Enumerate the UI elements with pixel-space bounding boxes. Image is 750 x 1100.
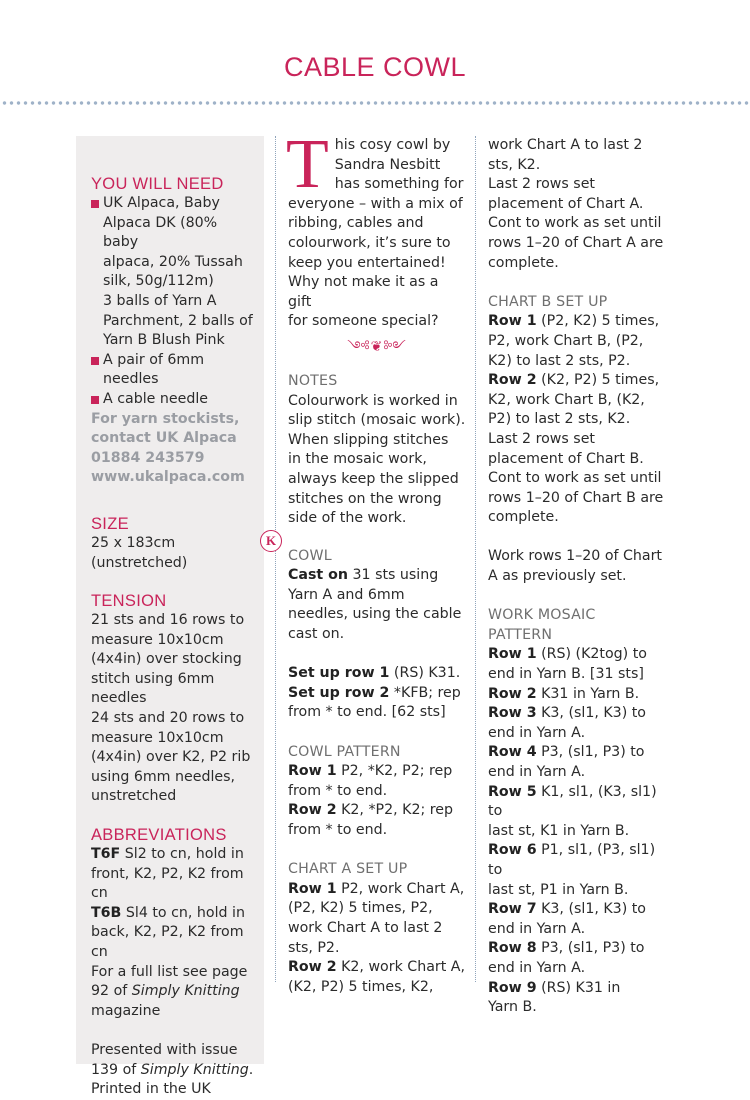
line: P2, work Chart B, (P2, [488,332,644,349]
line: end in Yarn B. [31 sts] [488,666,644,683]
line: silk, 50g/112m) [103,273,214,290]
work-mosaic-heading: WORK MOSAIC [488,607,596,624]
line: cast on. [288,626,345,643]
step-text: 31 sts using [348,567,439,584]
line: Parchment, 2 balls of [103,312,253,329]
line: has something for [334,176,464,193]
abbrev-text: Sl2 to cn, hold in [120,846,244,863]
chart-b-row-2 [488,371,666,391]
step-text: K1, sl1, (K3, sl1) to [488,783,657,820]
line: needles, using the cable [288,606,462,623]
chart-a-setup-heading: CHART A SET UP [288,861,408,878]
step-label: Row 1 [488,313,537,330]
intro-paragraph [286,126,466,332]
mosaic-row-9 [488,979,666,999]
abbrev-text: Sl4 to cn, hold in [121,904,245,921]
step-label: Row 2 [288,959,337,976]
step-label: Row 1 [488,646,537,663]
cowl-pattern-heading: COWL PATTERN [288,743,401,760]
line: When slipping stitches [288,431,449,448]
abbrev-label: T6B [91,904,122,921]
step-text: K2, *P2, K2; rep [336,802,454,819]
line: work Chart A to last 2 [288,919,443,936]
pattern-row-2 [288,801,466,821]
line: work Chart A to last 2 [488,137,643,153]
magazine-name: Simply Knitting [131,983,240,1000]
line: end in Yarn A. [488,724,586,741]
line: A cable needle [103,390,209,407]
line: For yarn stockists, [91,410,240,427]
step-label: Row 8 [488,940,537,957]
line: front, K2, P2, K2 from cn [91,865,244,902]
line: placement of Chart B. [488,450,644,467]
line: Printed in the UK [91,1081,211,1098]
abbrev-t6f [91,845,254,865]
step-text: K3, (sl1, K3) to [536,705,646,722]
tension-heading: TENSION [91,592,167,611]
line: 25 x 183cm [91,534,176,551]
text: . [248,1061,254,1078]
step-text: K31 in Yarn B. [536,685,640,702]
step-label: Row 7 [488,901,537,918]
step-label: Row 1 [288,880,337,897]
line: (unstretched) [91,554,188,571]
step-label: Row 2 [488,685,537,702]
step-text: (RS) K31. [389,665,461,682]
line: contact UK Alpaca [91,430,237,447]
chart-b-setup-heading: CHART B SET UP [488,293,608,310]
line: always keep the slipped [288,470,459,487]
line: using 6mm needles, [91,768,236,785]
phone-number: 01884 243579 [91,449,205,466]
line: (P2, K2) 5 times, P2, [288,900,433,917]
cowl-heading: COWL [288,547,332,564]
step-text: (P2, K2) 5 times, [536,313,660,330]
mosaic-row-4 [488,743,666,763]
pattern-row-1 [288,762,466,782]
line: Why not make it as a gift [288,274,439,310]
materials-item-cable-needle [91,390,254,410]
line: end in Yarn A. [488,959,586,976]
step-text: (K2, P2) 5 times, [536,372,660,389]
line: (4x4in) over stocking [91,651,242,668]
mosaic-row-5 [488,783,666,822]
notes-heading: NOTES [288,372,338,389]
line: alpaca, 20% Tussah [103,253,243,270]
chart-b-row-1 [488,312,666,332]
line: Alpaca DK (80% baby [103,214,218,251]
line: Yarn A and 6mm [288,586,405,603]
dotted-divider [0,100,750,106]
line: complete. [488,509,559,526]
step-label: Cast on [288,567,348,584]
sidebar [76,136,264,1098]
line: K2) to last 2 sts, P2. [488,352,631,369]
step-text: (RS) K31 in [536,979,621,996]
line: K2, work Chart B, (K2, [488,391,645,408]
step-text: (RS) (K2tog) to [536,646,647,663]
abbrev-t6b [91,904,254,924]
line: P2) to last 2 sts, K2. [488,411,631,428]
line: from * to end. [62 sts] [288,704,446,721]
line: measure 10x10cm [91,631,224,648]
knit-k-badge-icon: K [260,530,282,552]
line: A as previously set. [488,568,627,585]
line: unstretched [91,788,177,805]
line: UK Alpaca, Baby [103,195,220,211]
line: from * to end. [288,822,388,838]
line: complete. [488,254,559,271]
line: Sandra Nesbitt [334,156,441,173]
line: colourwork, it’s sure to [288,234,451,251]
line: for someone special? [288,313,439,330]
instructions-column-1 [286,126,466,997]
text: 92 of [91,983,132,1000]
step-label: Row 1 [288,763,337,780]
materials-item-needles [91,351,254,390]
line: measure 10x10cm [91,729,224,746]
step-text: K2, work Chart A, [336,959,466,976]
cast-on [288,566,466,586]
website-link[interactable]: www.ukalpaca.com [91,469,245,486]
line: sts, P2. [288,939,340,956]
line: everyone – with a mix of [288,195,463,212]
step-text: P3, (sl1, P3) to [536,940,645,957]
line [91,1061,254,1081]
line: Work rows 1–20 of Chart [488,548,662,565]
step-text: P2, work Chart A, [336,880,465,897]
line: sts, K2. [488,156,541,173]
step-label: Row 5 [488,783,537,800]
setup-row-1 [288,664,466,684]
line: end in Yarn A. [488,764,586,780]
line: Last 2 rows set [488,176,595,193]
step-text: K3, (sl1, K3) to [536,901,646,918]
line: (K2, P2) 5 times, K2, [288,978,434,995]
chart-a-row-2 [288,958,466,978]
line: A pair of 6mm [103,351,205,368]
line: needles [103,371,159,388]
line: 21 sts and 16 rows to [91,612,245,629]
line: back, K2, P2, K2 from cn [91,924,244,960]
line: end in Yarn A. [488,920,586,937]
line: 24 sts and 20 rows to [91,710,245,727]
line: Presented with issue [91,1041,238,1058]
line: Cont to work as set until [488,470,662,487]
line: in the mosaic work, [288,451,427,468]
line: keep you entertained! [288,254,446,271]
page-title: CABLE COWL [283,52,467,82]
line: placement of Chart A. [488,195,644,212]
step-label: Row 3 [488,705,537,722]
line: Last 2 rows set [488,430,595,447]
line: needles [91,690,147,707]
mosaic-row-7 [488,900,666,920]
line: (4x4in) over K2, P2 rib [91,749,251,766]
line: side of the work. [288,510,407,527]
line: slip stitch (mosaic work). [288,412,466,429]
line: last st, P1 in Yarn B. [488,881,629,898]
step-label: Row 6 [488,842,537,859]
step-text: P3, (sl1, P3) to [536,744,645,761]
setup-row-2 [288,684,466,704]
column-divider [275,136,276,982]
text: 139 of [91,1061,141,1078]
work-mosaic-heading: PATTERN [488,626,553,643]
size-heading: SIZE [91,514,129,533]
line: Yarn B. [488,999,537,1016]
step-label: Set up row 2 [288,684,390,701]
line: rows 1–20 of Chart A are [488,234,664,251]
step-label: Set up row 1 [288,665,390,682]
line: Cont to work as set until [488,215,662,232]
mosaic-row-8 [488,939,666,959]
line: from * to end. [288,782,388,799]
mosaic-row-3 [488,704,666,724]
column-divider [475,136,476,982]
stockist-contact [91,410,254,488]
line: ribbing, cables and [288,215,424,232]
you-will-need-heading: YOU WILL NEED [91,175,224,193]
mosaic-row-2 [488,685,666,705]
materials-item-yarn [91,194,254,351]
abbreviations-heading: ABBREVIATIONS [91,826,227,845]
line: stitch using 6mm [91,670,215,687]
step-text: P2, *K2, P2; rep [336,763,453,780]
mosaic-row-1 [488,645,666,665]
line: Colourwork is worked in [288,392,458,409]
abbrev-label: T6F [91,846,121,863]
line: magazine [91,1002,161,1019]
line: his cosy cowl by [334,137,451,153]
line [91,982,254,1002]
step-label: Row 2 [288,802,337,819]
instructions-column-2 [488,136,666,1018]
line: For a full list see page [91,963,248,980]
line: last st, K1 in Yarn B. [488,822,630,839]
step-text: P1, sl1, (P3, sl1) to [488,842,656,878]
step-label: Row 2 [488,372,537,389]
line: stitches on the wrong [288,490,442,507]
step-text: *KFB; rep [389,684,461,701]
chart-a-row-1 [288,880,466,900]
mosaic-row-6 [488,841,666,880]
line: rows 1–20 of Chart B are [488,489,664,506]
step-label: Row 9 [488,979,537,996]
step-label: Row 4 [488,744,537,761]
flourish-ornament-icon: ༺❦༻ [347,338,407,355]
line: Yarn B Blush Pink [103,332,225,349]
magazine-name: Simply Knitting [140,1061,249,1078]
drop-cap: T [286,126,329,203]
line: 3 balls of Yarn A [103,292,217,309]
